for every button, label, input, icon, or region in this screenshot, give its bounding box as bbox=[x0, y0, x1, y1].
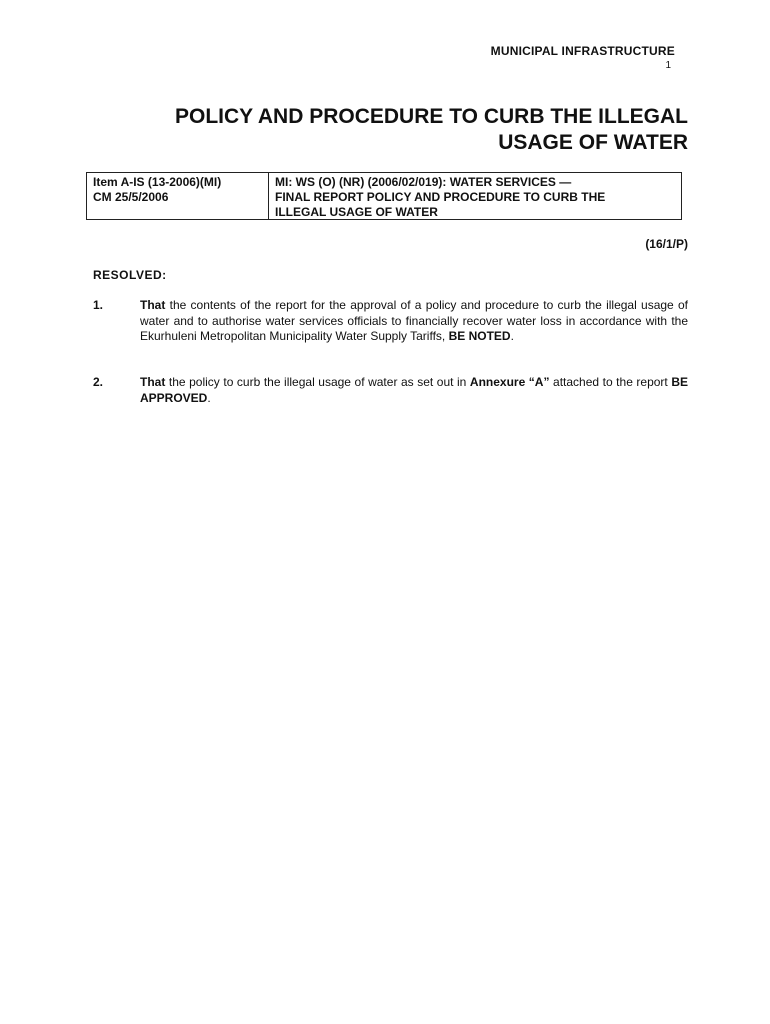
reference-item-cell bbox=[87, 173, 269, 219]
subject-line-3: ILLEGAL USAGE OF WATER bbox=[275, 205, 438, 219]
annexure-reference: Annexure “A” bbox=[469, 375, 550, 389]
resolution-text bbox=[140, 375, 688, 406]
page-number: 1 bbox=[665, 60, 671, 71]
reference-subject-cell bbox=[269, 173, 681, 219]
running-header: MUNICIPAL INFRASTRUCTURE bbox=[490, 44, 675, 58]
resolution-item bbox=[93, 375, 688, 406]
resolution-body: the contents of the report for the approval of a policy and procedure to curb the illegal usage of water and to authorise water services officials to financially recover water loss in accordance with the Ekurhuleni Metropolitan Municipality Water Supply Tariffs, bbox=[140, 298, 688, 343]
resolution-lead: That bbox=[140, 375, 166, 389]
resolution-text bbox=[140, 298, 688, 345]
council-meeting-date: CM 25/5/2006 bbox=[93, 190, 169, 204]
item-number: Item A-IS (13-2006)(MI) bbox=[93, 175, 222, 189]
resolution-body: the policy to curb the illegal usage of water as set out in bbox=[165, 375, 470, 389]
resolution-lead: That bbox=[140, 298, 166, 312]
resolution-tail: . bbox=[207, 390, 211, 405]
file-reference: (16/1/P) bbox=[645, 237, 688, 251]
title-line-2: USAGE OF WATER bbox=[498, 131, 688, 154]
resolution-tail: . bbox=[510, 329, 514, 343]
document-title bbox=[88, 104, 688, 156]
subject-line-2: FINAL REPORT POLICY AND PROCEDURE TO CURB THE bbox=[275, 190, 606, 204]
resolved-heading: RESOLVED: bbox=[93, 268, 167, 282]
title-line-1: POLICY AND PROCEDURE TO CURB THE ILLEGAL bbox=[175, 105, 688, 128]
reference-table bbox=[86, 172, 682, 220]
resolution-emphasis: BE NOTED bbox=[448, 329, 511, 343]
resolution-item bbox=[93, 298, 688, 345]
resolution-number: 2. bbox=[93, 375, 104, 389]
resolution-number: 1. bbox=[93, 298, 104, 312]
subject-line-1: MI: WS (O) (NR) (2006/02/019): WATER SERVICES — bbox=[275, 175, 572, 189]
resolution-emphasis: BE APPROVED bbox=[140, 375, 688, 405]
resolution-body-continued: attached to the report bbox=[549, 375, 672, 389]
